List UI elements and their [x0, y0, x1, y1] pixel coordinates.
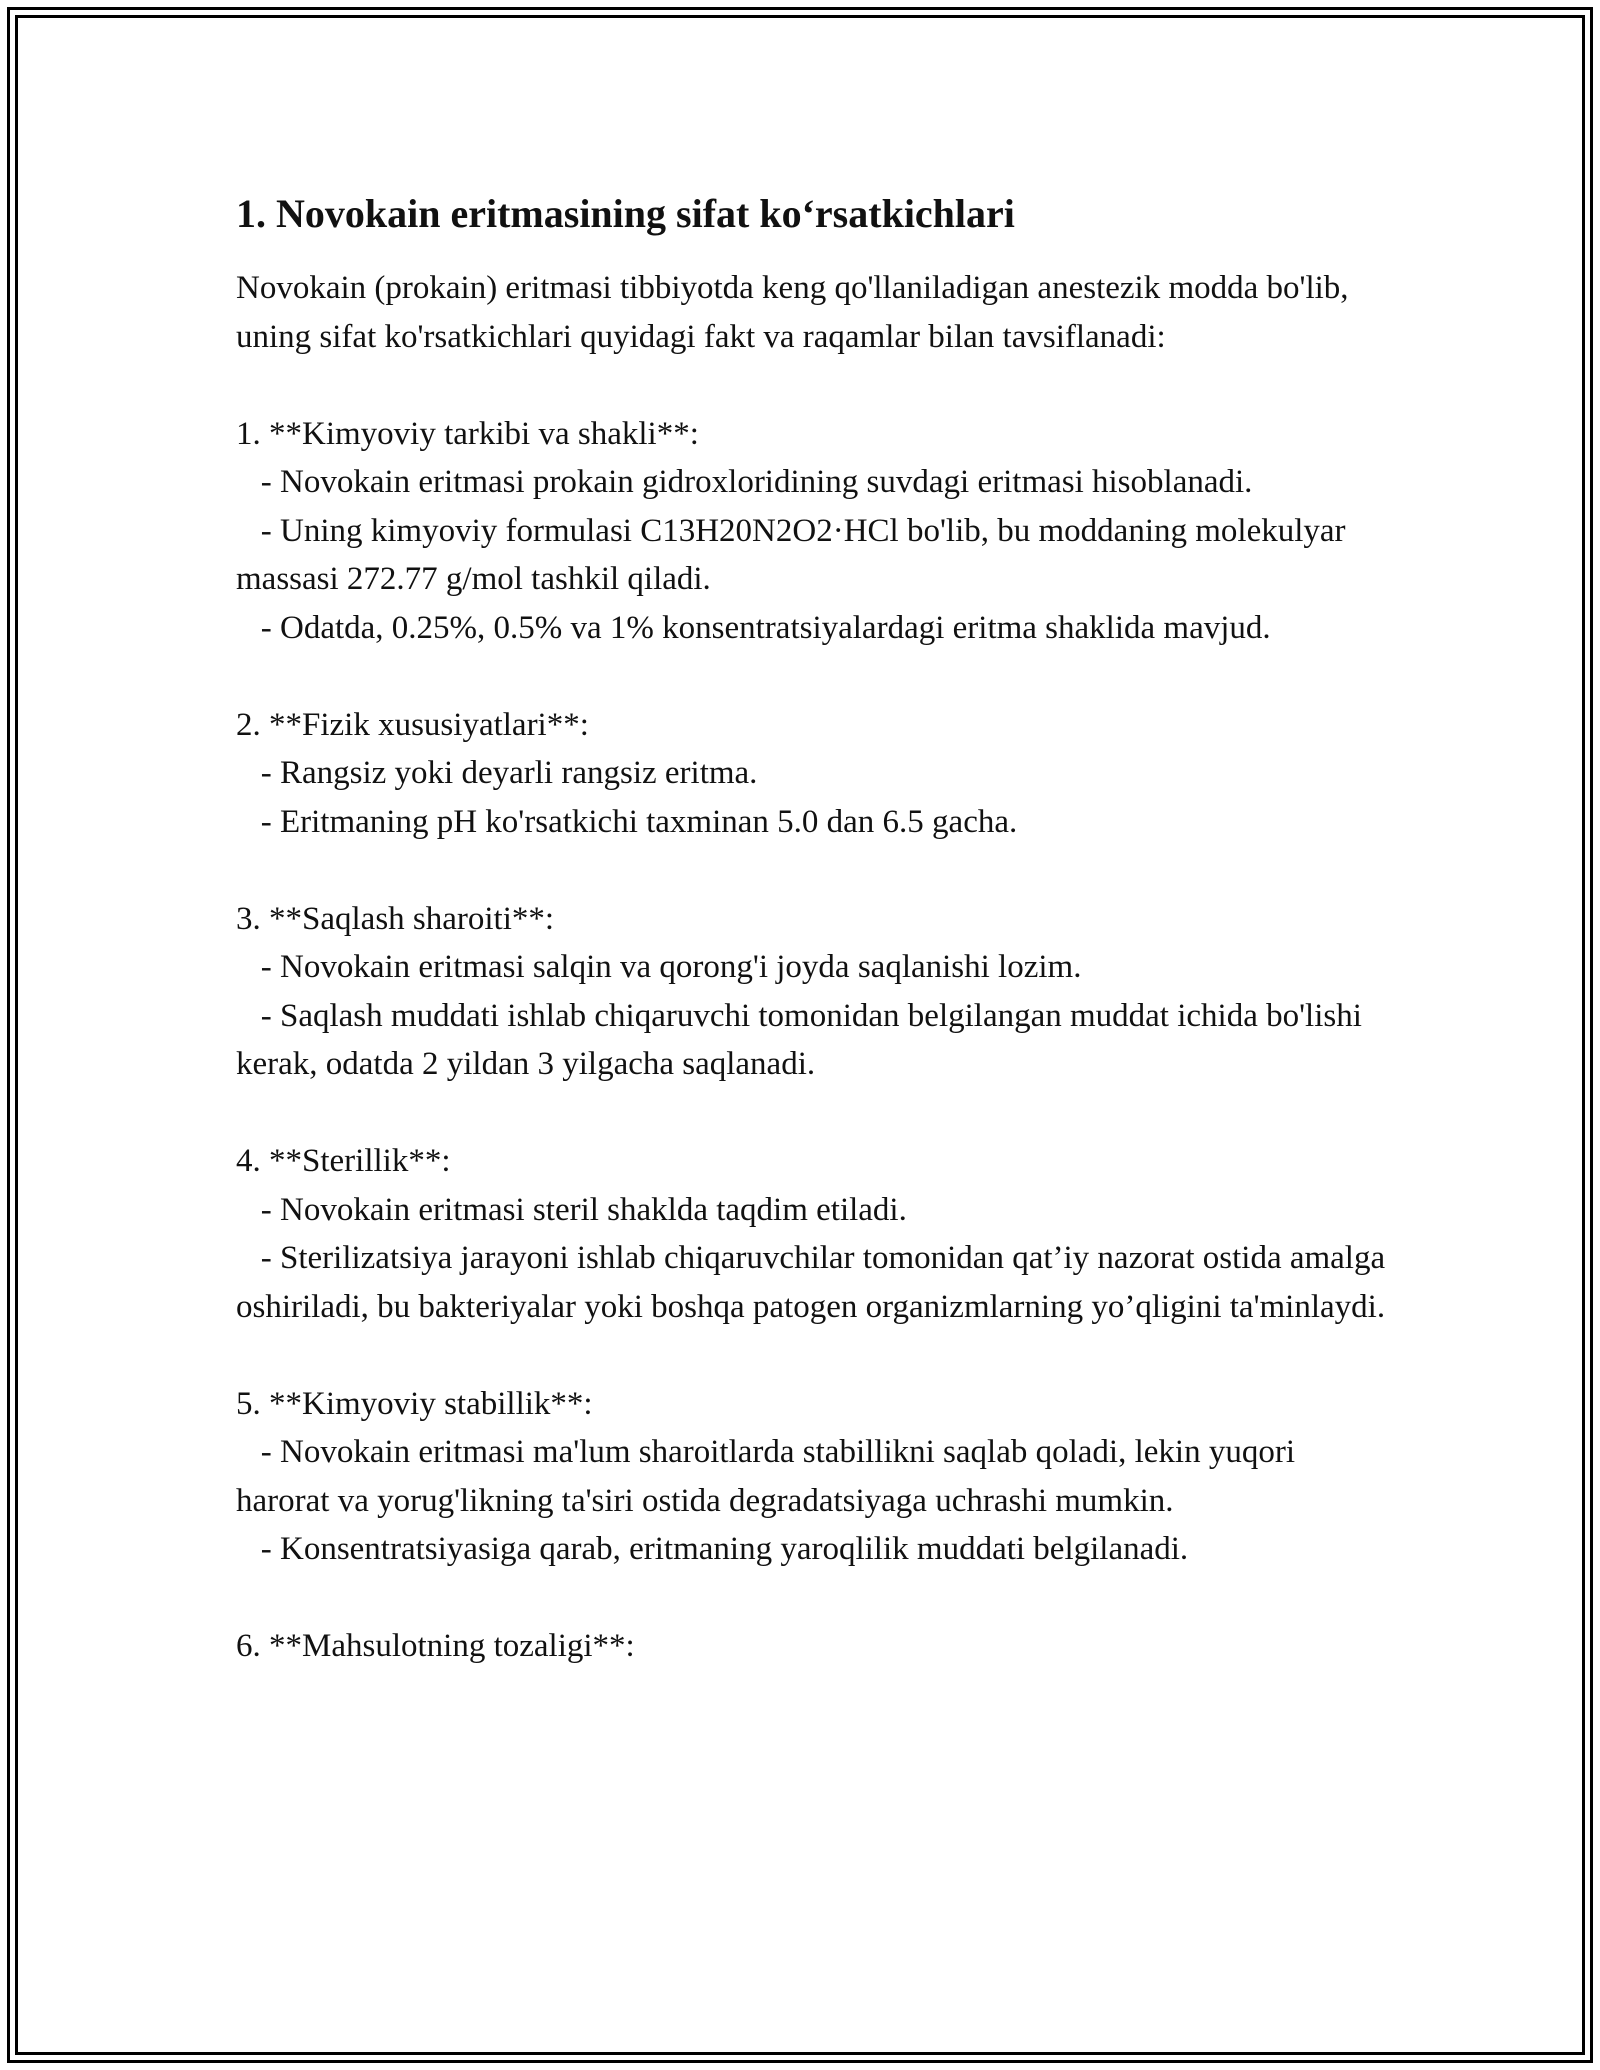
section-heading: 1. **Kimyoviy tarkibi va shakli**: — [236, 415, 699, 452]
spacer — [236, 1574, 1386, 1623]
section-5 — [236, 1380, 1386, 1574]
document-title: 1. Novokain eritmasining sifat ko‘rsatkichlari — [236, 191, 1015, 236]
list-item: - Konsentratsiyasiga qarab, eritmaning yaroqlilik muddati belgilanadi. — [236, 1531, 1189, 1567]
section-heading: 6. **Mahsulotning tozaligi**: — [236, 1628, 635, 1664]
list-item: - Rangsiz yoki deyarli rangsiz eritma. — [236, 755, 758, 791]
section-2 — [236, 701, 1386, 847]
section-6 — [236, 1622, 1386, 1671]
list-item: - Novokain eritmasi prokain gidroxloridining suvdagi eritmasi hisoblanadi. — [236, 464, 1253, 500]
list-item: - Novokain eritmasi steril shaklda taqdim etiladi. — [236, 1191, 907, 1228]
list-item: - Uning kimyoviy formulasi C13H20N2O2·HCl bo'lib, bu moddaning molekulyar massasi 272.77 g/mol tashkil qiladi. — [236, 512, 1354, 597]
spacer — [236, 652, 1386, 701]
list-item: - Odatda, 0.25%, 0.5% va 1% konsentratsiyalardagi eritma shaklida mavjud. — [236, 609, 1271, 646]
section-heading: 2. **Fizik xususiyatlari**: — [236, 706, 589, 743]
list-item: - Saqlash muddati ishlab chiqaruvchi tomonidan belgilangan muddat ichida bo'lishi kerak, odatda 2 yildan 3 yilgacha saqlanadi. — [236, 997, 1371, 1082]
list-item: - Eritmaning pH ko'rsatkichi taxminan 5.0 dan 6.5 gacha. — [236, 803, 1018, 840]
section-heading: 4. **Sterillik**: — [236, 1143, 451, 1179]
list-item: - Novokain eritmasi ma'lum sharoitlarda stabillikni saqlab qoladi, lekin yuqori harorat va yorug'likning ta'siri ostida degradatsiyaga uchrashi mumkin. — [236, 1434, 1304, 1519]
section-4 — [236, 1137, 1394, 1331]
section-3 — [236, 895, 1386, 1089]
intro-paragraph: Novokain (prokain) eritmasi tibbiyotda keng qo'llaniladigan anestezik modda bo'lib, uning sifat ko'rsatkichlari quyidagi fakt va raqamlar bilan tavsiflanadi: — [236, 270, 1357, 355]
section-heading: 3. **Saqlash sharoiti**: — [236, 900, 555, 937]
section-heading: 5. **Kimyoviy stabillik**: — [236, 1385, 593, 1422]
section-1 — [236, 410, 1386, 653]
spacer — [236, 361, 1386, 410]
spacer — [236, 846, 1386, 895]
spacer — [236, 1331, 1386, 1380]
list-item: - Sterilizatsiya jarayoni ishlab chiqaruvchilar tomonidan qat’iy nazorat ostida amalga oshiriladi, bu bakteriyalar yoki boshqa patogen organizmlarning yo’qligini ta'minlaydi. — [236, 1240, 1394, 1325]
spacer — [236, 1089, 1386, 1138]
document-body — [236, 186, 1394, 1671]
list-item: - Novokain eritmasi salqin va qorong'i joyda saqlanishi lozim. — [236, 949, 1082, 985]
